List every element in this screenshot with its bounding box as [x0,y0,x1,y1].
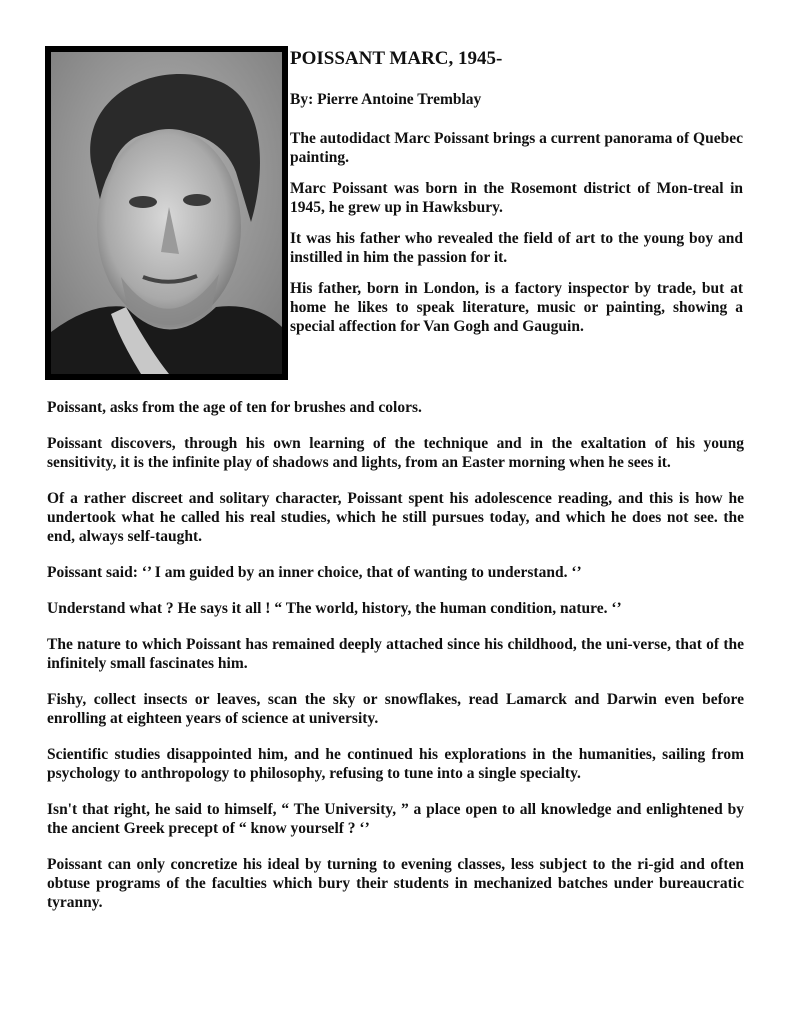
article-body [47,398,744,929]
paragraph: His father, born in London, is a factory inspector by trade, but at home he likes to speak literature, music or painting, showing a special affection for Van Gogh and Gauguin. [290,280,743,335]
paragraph: Poissant, asks from the age of ten for brushes and colors. [47,399,422,416]
article-title: POISSANT MARC, 1945- [290,48,503,69]
paragraph: Of a rather discreet and solitary character, Poissant spent his adolescence reading, and this is how he undertook what he called his real studies, which he still pursues today, and which he does not see. the end, always self-taught. [47,490,744,545]
paragraph: Marc Poissant was born in the Rosemont district of Mon-treal in 1945, he grew up in Hawksbury. [290,180,743,216]
paragraph: Isn't that right, he said to himself, “ The University, ” a place open to all knowledge and enlightened by the ancient Greek precept of “ know yourself ? ‘’ [47,801,744,837]
portrait-image [51,52,282,374]
paragraph: Understand what ? He says it all ! “ The world, history, the human condition, nature. ‘’ [47,600,622,617]
paragraph: Fishy, collect insects or leaves, scan the sky or snowflakes, read Lamarck and Darwin even before enrolling at eighteen years of science at university. [47,691,744,727]
paragraph: The nature to which Poissant has remained deeply attached since his childhood, the uni-verse, that of the infinitely small fascinates him. [47,636,744,672]
paragraph: Poissant can only concretize his ideal by turning to evening classes, less subject to the ri-gid and often obtuse programs of the faculties which bury their students in mechanized batches under bureaucratic tyranny. [47,856,744,911]
article-byline: By: Pierre Antoine Tremblay [290,91,482,108]
paragraph: Scientific studies disappointed him, and he continued his explorations in the humanities, sailing from psychology to anthropology to philosophy, refusing to tune into a single specialty. [47,746,744,782]
paragraph: Poissant said: ‘’ I am guided by an inner choice, that of wanting to understand. ‘’ [47,564,582,581]
intro-column [290,129,743,348]
paragraph: The autodidact Marc Poissant brings a current panorama of Quebec painting. [290,130,743,166]
author-portrait-photo [45,46,288,380]
paragraph: Poissant discovers, through his own learning of the technique and in the exaltation of his young sensitivity, it is the infinite play of shadows and lights, from an Easter morning when he sees it. [47,435,744,471]
paragraph: It was his father who revealed the field of art to the young boy and instilled in him the passion for it. [290,230,743,266]
